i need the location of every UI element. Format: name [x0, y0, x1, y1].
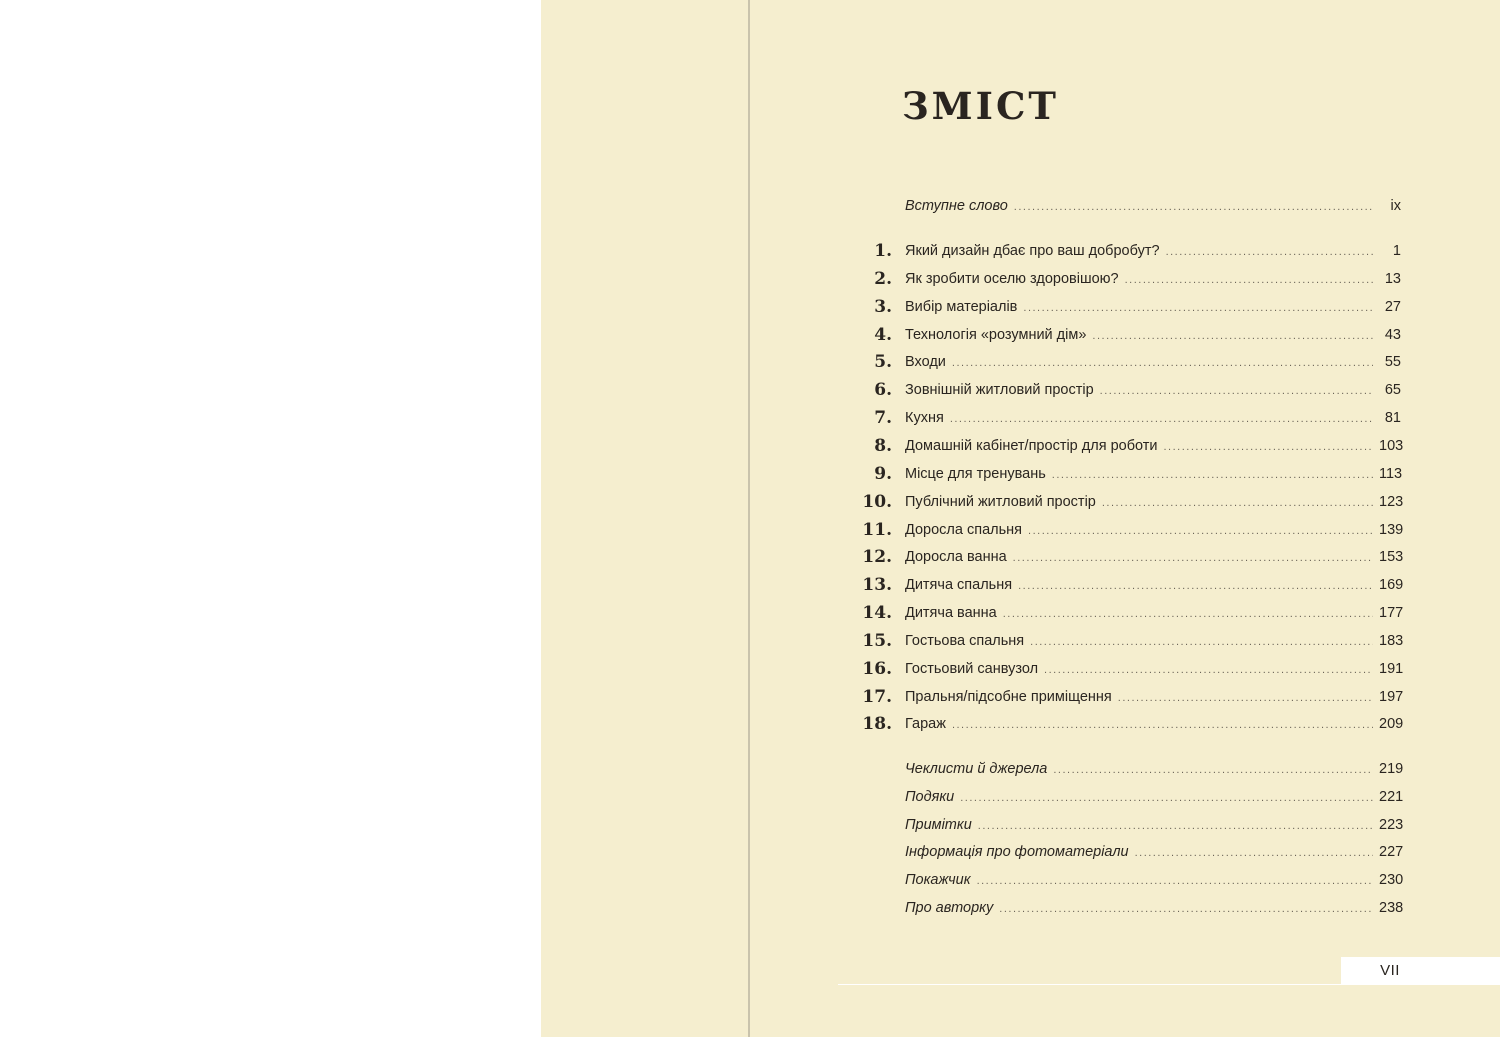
toc-entry-title: Домашній кабінет/простір для роботи	[905, 438, 1158, 454]
toc-page-number: 1	[1392, 243, 1401, 259]
toc-page-number: 139	[1379, 522, 1404, 538]
toc-entry-title: Покажчик	[905, 872, 971, 888]
chapter-number: 11.	[862, 520, 892, 540]
toc-entry-row[interactable]	[0, 897, 1500, 921]
toc-entry-title: Технологія «розумний дім»	[905, 327, 1087, 343]
toc-chapter-row[interactable]	[0, 713, 1500, 737]
toc-entry-title: Про авторку	[905, 900, 994, 916]
dot-leader	[1023, 297, 1373, 319]
toc-entry-title: Як зробити оселю здоровішою?	[905, 271, 1119, 287]
dot-leader	[1044, 659, 1373, 681]
toc-entry-title: Доросла ванна	[905, 549, 1007, 565]
chapter-number: 3.	[874, 297, 892, 317]
chapter-number: 4.	[874, 325, 892, 345]
dot-leader	[1100, 380, 1373, 402]
chapter-number: 9.	[874, 464, 892, 484]
toc-chapter-row[interactable]	[0, 379, 1500, 403]
toc-chapter-row[interactable]	[0, 519, 1500, 543]
dot-leader	[977, 870, 1373, 892]
toc-entry-title: Примітки	[905, 817, 972, 833]
toc-chapter-row[interactable]	[0, 463, 1500, 487]
chapter-number: 6.	[874, 380, 892, 400]
toc-entry-title: Подяки	[905, 789, 955, 805]
chapter-number: 14.	[862, 603, 892, 623]
toc-page-number: 238	[1379, 900, 1404, 916]
toc-entry-row[interactable]	[0, 758, 1500, 782]
toc-entry-title: Входи	[905, 354, 946, 370]
toc-entry-title: Дитяча ванна	[905, 605, 997, 621]
toc-page-number: 209	[1379, 716, 1404, 732]
toc-chapter-row[interactable]	[0, 574, 1500, 598]
toc-entry-title: Місце для тренувань	[905, 466, 1046, 482]
toc-page-number: 183	[1379, 633, 1404, 649]
dot-leader	[1092, 325, 1373, 347]
toc-entry-title: Інформація про фотоматеріали	[905, 844, 1129, 860]
dot-leader	[960, 787, 1373, 809]
dot-leader	[1028, 520, 1373, 542]
toc-page-number: ix	[1390, 198, 1401, 214]
dot-leader	[1164, 436, 1374, 458]
toc-page-number: 81	[1384, 410, 1401, 426]
toc-entry-title: Чеклисти й джерела	[905, 761, 1048, 777]
toc-chapter-row[interactable]	[0, 491, 1500, 515]
toc-chapter-row[interactable]	[0, 546, 1500, 570]
toc-page-number: 27	[1384, 299, 1401, 315]
chapter-number: 13.	[862, 575, 892, 595]
chapter-number: 16.	[862, 659, 892, 679]
toc-page-number: 197	[1379, 689, 1404, 705]
toc-chapter-row[interactable]	[0, 686, 1500, 710]
toc-entry-row[interactable]	[0, 869, 1500, 893]
toc-chapter-row[interactable]	[0, 435, 1500, 459]
chapter-number: 8.	[874, 436, 892, 456]
toc-page-number: 219	[1379, 761, 1404, 777]
dot-leader	[999, 898, 1373, 920]
toc-page-number: 177	[1379, 605, 1404, 621]
toc-page-number: 230	[1379, 872, 1404, 888]
dot-leader	[1003, 603, 1373, 625]
toc-page-number: 191	[1379, 661, 1404, 677]
toc-page-number: 221	[1379, 789, 1404, 805]
toc-entry-row[interactable]	[0, 841, 1500, 865]
page-title: ЗМІСТ	[902, 84, 1059, 128]
dot-leader	[1118, 687, 1373, 709]
toc-page-number: 227	[1379, 844, 1404, 860]
toc-entry-title: Який дизайн дбає про ваш добробут?	[905, 243, 1160, 259]
toc-page-number: 13	[1384, 271, 1401, 287]
dot-leader	[1125, 269, 1373, 291]
dot-leader	[952, 352, 1373, 374]
toc-entry-title: Дитяча спальня	[905, 577, 1013, 593]
toc-entry-title: Вибір матеріалів	[905, 299, 1018, 315]
toc-chapter-row[interactable]	[0, 630, 1500, 654]
chapter-number: 12.	[862, 547, 892, 567]
dot-leader	[952, 714, 1373, 736]
toc-chapter-row[interactable]	[0, 324, 1500, 348]
chapter-number: 15.	[862, 631, 892, 651]
toc-page-number: 55	[1384, 354, 1401, 370]
toc-chapter-row[interactable]	[0, 407, 1500, 431]
chapter-number: 10.	[862, 492, 892, 512]
toc-entry-title: Доросла спальня	[905, 522, 1023, 538]
toc-page-number: 169	[1379, 577, 1404, 593]
toc-page-number: 113	[1379, 466, 1403, 482]
toc-entry-row[interactable]	[0, 786, 1500, 810]
toc-chapter-row[interactable]	[0, 658, 1500, 682]
toc-chapter-row[interactable]	[0, 296, 1500, 320]
footer-rule	[838, 984, 1500, 985]
toc-page-number: 65	[1384, 382, 1401, 398]
toc-page-number: 103	[1379, 438, 1404, 454]
toc-entry-title: Пральня/підсобне приміщення	[905, 689, 1112, 705]
chapter-number: 17.	[862, 687, 892, 707]
toc-page-number: 43	[1384, 327, 1401, 343]
dot-leader	[1030, 631, 1373, 653]
toc-entry-title: Гостьовий санвузол	[905, 661, 1039, 677]
toc-chapter-row[interactable]	[0, 240, 1500, 264]
toc-entry-row[interactable]	[0, 814, 1500, 838]
toc-entry-title: Публічний житловий простір	[905, 494, 1096, 510]
chapter-number: 5.	[874, 352, 892, 372]
dot-leader	[1053, 759, 1373, 781]
toc-chapter-row[interactable]	[0, 351, 1500, 375]
toc-page-number: 123	[1379, 494, 1404, 510]
toc-entry-title: Зовнішній житловий простір	[905, 382, 1094, 398]
chapter-number: 18.	[862, 714, 892, 734]
chapter-number: 1.	[874, 241, 892, 261]
dot-leader	[1014, 196, 1373, 218]
toc-entry-title: Вступне слово	[905, 198, 1008, 214]
chapter-number: 2.	[874, 269, 892, 289]
chapter-number: 7.	[874, 408, 892, 428]
dot-leader	[978, 815, 1373, 837]
page-number: VII	[1380, 962, 1400, 979]
dot-leader	[950, 408, 1373, 430]
dot-leader	[1135, 842, 1373, 864]
toc-chapter-row[interactable]	[0, 268, 1500, 292]
toc-chapter-row[interactable]	[0, 602, 1500, 626]
dot-leader	[1013, 547, 1373, 569]
toc-entry-title: Гараж	[905, 716, 946, 732]
dot-leader	[1166, 241, 1373, 263]
toc-entry-title: Кухня	[905, 410, 944, 426]
toc-page-number: 223	[1379, 817, 1404, 833]
toc-entry-row[interactable]	[0, 195, 1500, 219]
toc-entry-title: Гостьова спальня	[905, 633, 1025, 649]
dot-leader	[1018, 575, 1373, 597]
dot-leader	[1102, 492, 1373, 514]
toc-page-number: 153	[1379, 549, 1404, 565]
dot-leader	[1052, 464, 1373, 486]
